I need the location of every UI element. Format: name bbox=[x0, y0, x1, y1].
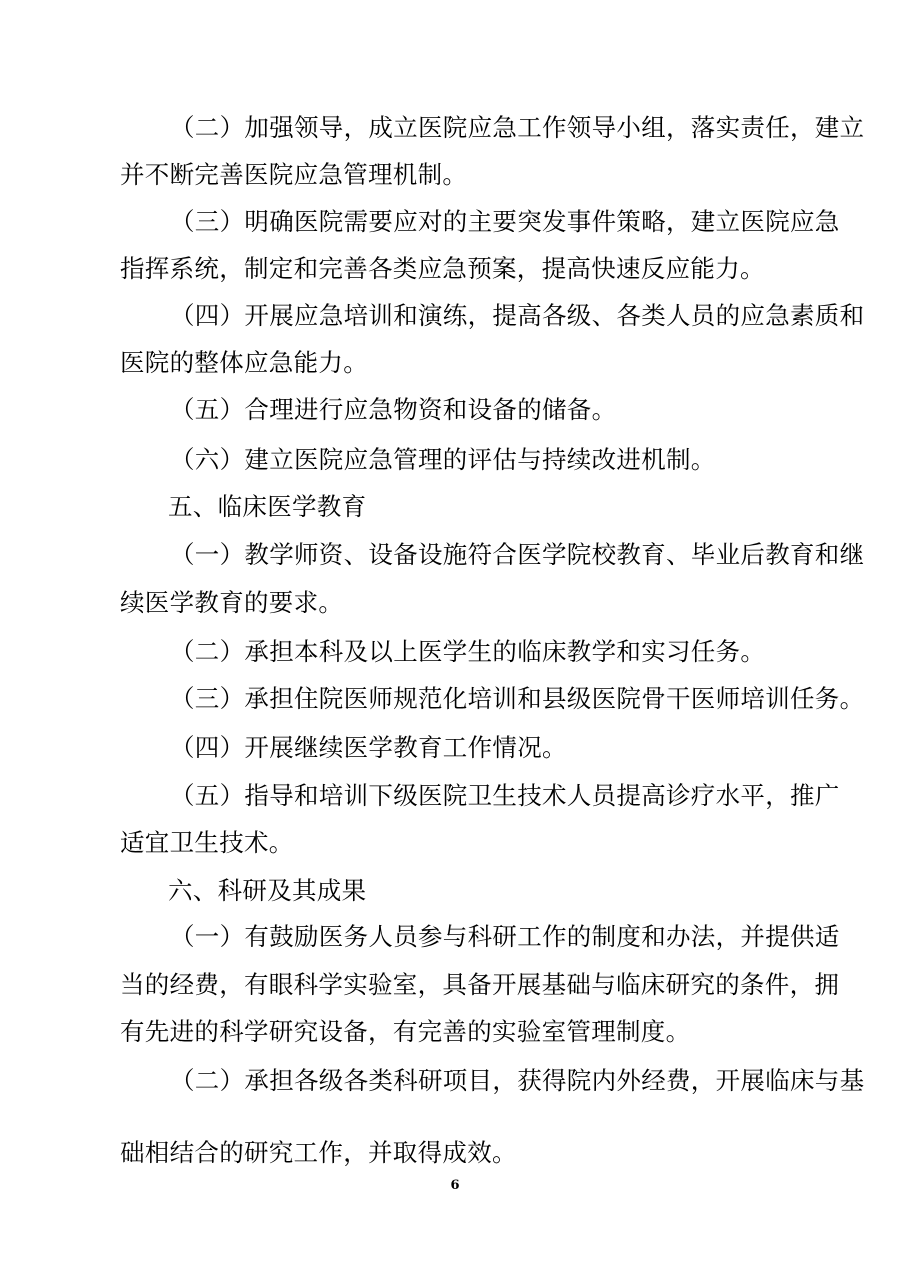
paragraph-line: （四）开展继续医学教育工作情况。 bbox=[170, 733, 567, 762]
paragraph-line: （五）合理进行应急物资和设备的储备。 bbox=[170, 395, 617, 424]
paragraph-line: 医院的整体应急能力。 bbox=[120, 348, 368, 377]
paragraph-line: （一）有鼓励医务人员参与科研工作的制度和办法，并提供适 bbox=[170, 922, 840, 951]
section-heading: 六、科研及其成果 bbox=[168, 876, 367, 905]
paragraph-line: （二）加强领导，成立医院应急工作领导小组，落实责任，建立 bbox=[170, 113, 865, 142]
paragraph-line: 并不断完善医院应急管理机制。 bbox=[120, 160, 468, 189]
paragraph-line: （六）建立医院应急管理的评估与持续改进机制。 bbox=[170, 445, 716, 474]
paragraph-line: （一）教学师资、设备设施符合医学院校教育、毕业后教育和继 bbox=[170, 540, 865, 569]
paragraph-line: 础相结合的研究工作，并取得成效。 bbox=[120, 1138, 517, 1167]
section-heading: 五、临床医学教育 bbox=[168, 492, 367, 521]
paragraph-line: 当的经费，有眼科学实验室，具备开展基础与临床研究的条件，拥 bbox=[120, 970, 840, 999]
paragraph-line: （三）明确医院需要应对的主要突发事件策略，建立医院应急 bbox=[170, 207, 840, 236]
page-number: 6 bbox=[450, 1178, 460, 1193]
paragraph-line: （二）承担本科及以上医学生的临床教学和实习任务。 bbox=[170, 637, 766, 666]
paragraph-line: 指挥系统，制定和完善各类应急预案，提高快速反应能力。 bbox=[120, 254, 765, 283]
paragraph-line: （二）承担各级各类科研项目，获得院内外经费，开展临床与基 bbox=[170, 1066, 865, 1095]
paragraph-line: （五）指导和培训下级医院卫生技术人员提高诊疗水平，推广 bbox=[170, 781, 840, 810]
paragraph-line: 有先进的科学研究设备，有完善的实验室管理制度。 bbox=[120, 1017, 691, 1046]
paragraph-line: （四）开展应急培训和演练，提高各级、各类人员的应急素质和 bbox=[170, 301, 865, 330]
paragraph-line: 适宜卫生技术。 bbox=[120, 828, 294, 857]
paragraph-line: （三）承担住院医师规范化培训和县级医院骨干医师培训任务。 bbox=[170, 684, 865, 713]
paragraph-line: 续医学教育的要求。 bbox=[120, 588, 344, 617]
